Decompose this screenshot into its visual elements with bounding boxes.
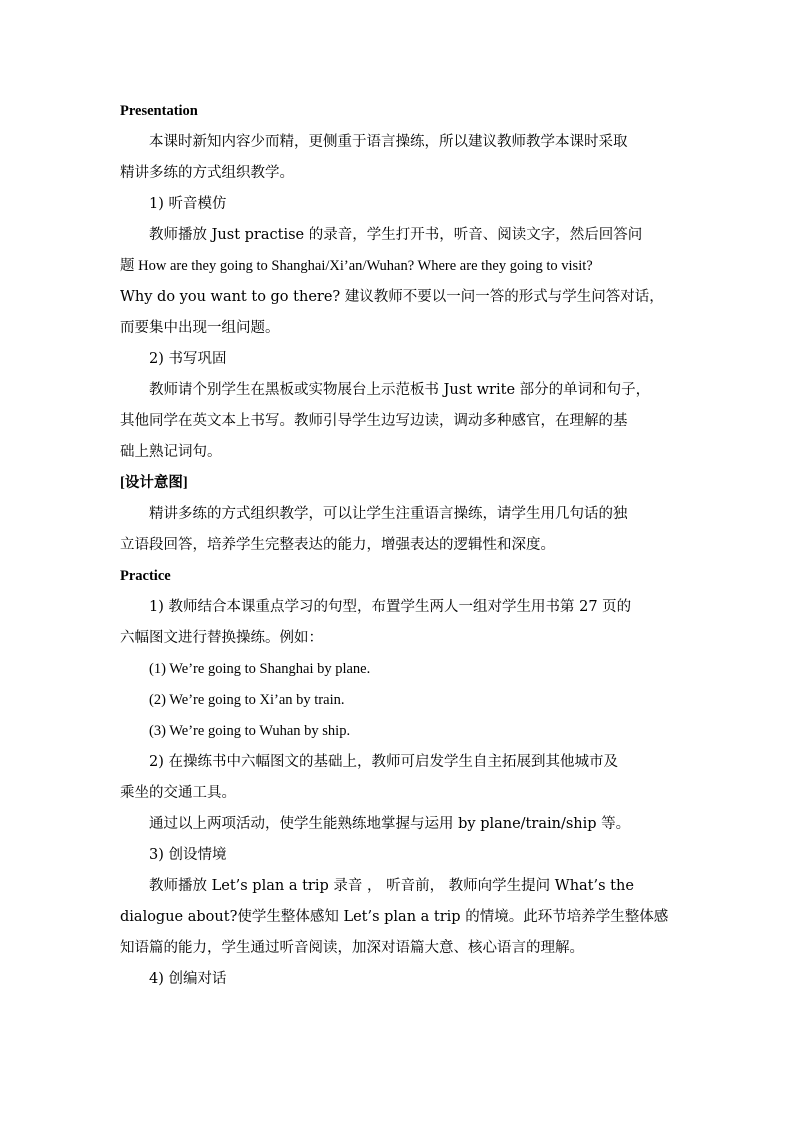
example-1: (1) We’re going to Shanghai by plane. xyxy=(149,661,371,677)
practice2-line-1: 2) 在操练书中六幅图文的基础上，教师可启发学生自主拓展到其他城市及 xyxy=(149,754,618,770)
step3-line-2: dialogue about?使学生整体感知 Let’s plan a trip 的情境。此环节培养学生整体感 xyxy=(120,909,669,925)
practice-heading: Practice xyxy=(120,568,171,584)
presentation-intro-line-1: 本课时新知内容少而精，更侧重于语言操练，所以建议教师教学本课时采取 xyxy=(149,134,628,150)
presentation-intro-line-2: 精讲多练的方式组织教学。 xyxy=(120,165,294,181)
design-line-1: 精讲多练的方式组织教学，可以让学生注重语言操练，请学生用几句话的独 xyxy=(149,506,628,522)
design-intent-heading: [设计意图] xyxy=(120,475,188,491)
step2-line-3: 础上熟记词句。 xyxy=(120,444,222,460)
step1-line-2: 题 How are they going to Shanghai/Xi’an/Wuhan? Where are they going to visit? xyxy=(120,258,593,274)
step2-title: 2) 书写巩固 xyxy=(149,351,227,367)
presentation-heading: Presentation xyxy=(120,103,198,119)
example-3: (3) We’re going to Wuhan by ship. xyxy=(149,723,351,739)
step2-line-1: 教师请个别学生在黑板或实物展台上示范板书 Just write 部分的单词和句子， xyxy=(149,382,651,398)
step1-title: 1) 听音模仿 xyxy=(149,196,227,212)
step4-title: 4) 创编对话 xyxy=(149,971,227,987)
document-page xyxy=(120,96,680,995)
step3-line-3: 知语篇的能力，学生通过听音阅读，加深对语篇大意、核心语言的理解。 xyxy=(120,940,584,956)
design-line-2: 立语段回答，培养学生完整表达的能力，增强表达的逻辑性和深度。 xyxy=(120,537,555,553)
step2-line-2: 其他同学在英文本上书写。教师引导学生边写边读，调动多种感官，在理解的基 xyxy=(120,413,628,429)
practice1-line-1: 1) 教师结合本课重点学习的句型，布置学生两人一组对学生用书第 27 页的 xyxy=(149,599,632,615)
step1-line-4: 而要集中出现一组问题。 xyxy=(120,320,280,336)
step1-line-3: Why do you want to go there? 建议教师不要以一问一答的形式与学生问答对话， xyxy=(120,289,664,305)
summary-line: 通过以上两项活动，使学生能熟练地掌握与运用 by plane/train/ship 等。 xyxy=(149,816,631,832)
step1-line-1: 教师播放 Just practise 的录音，学生打开书，听音、阅读文字，然后回答问 xyxy=(149,227,643,243)
example-2: (2) We’re going to Xi’an by train. xyxy=(149,692,345,708)
practice1-line-2: 六幅图文进行替换操练。例如： xyxy=(120,630,323,646)
step3-line-1: 教师播放 Let’s plan a trip 录音 ， 听音前， 教师向学生提问 What’s the xyxy=(149,878,634,894)
step3-title: 3) 创设情境 xyxy=(149,847,227,863)
practice2-line-2: 乘坐的交通工具。 xyxy=(120,785,236,801)
